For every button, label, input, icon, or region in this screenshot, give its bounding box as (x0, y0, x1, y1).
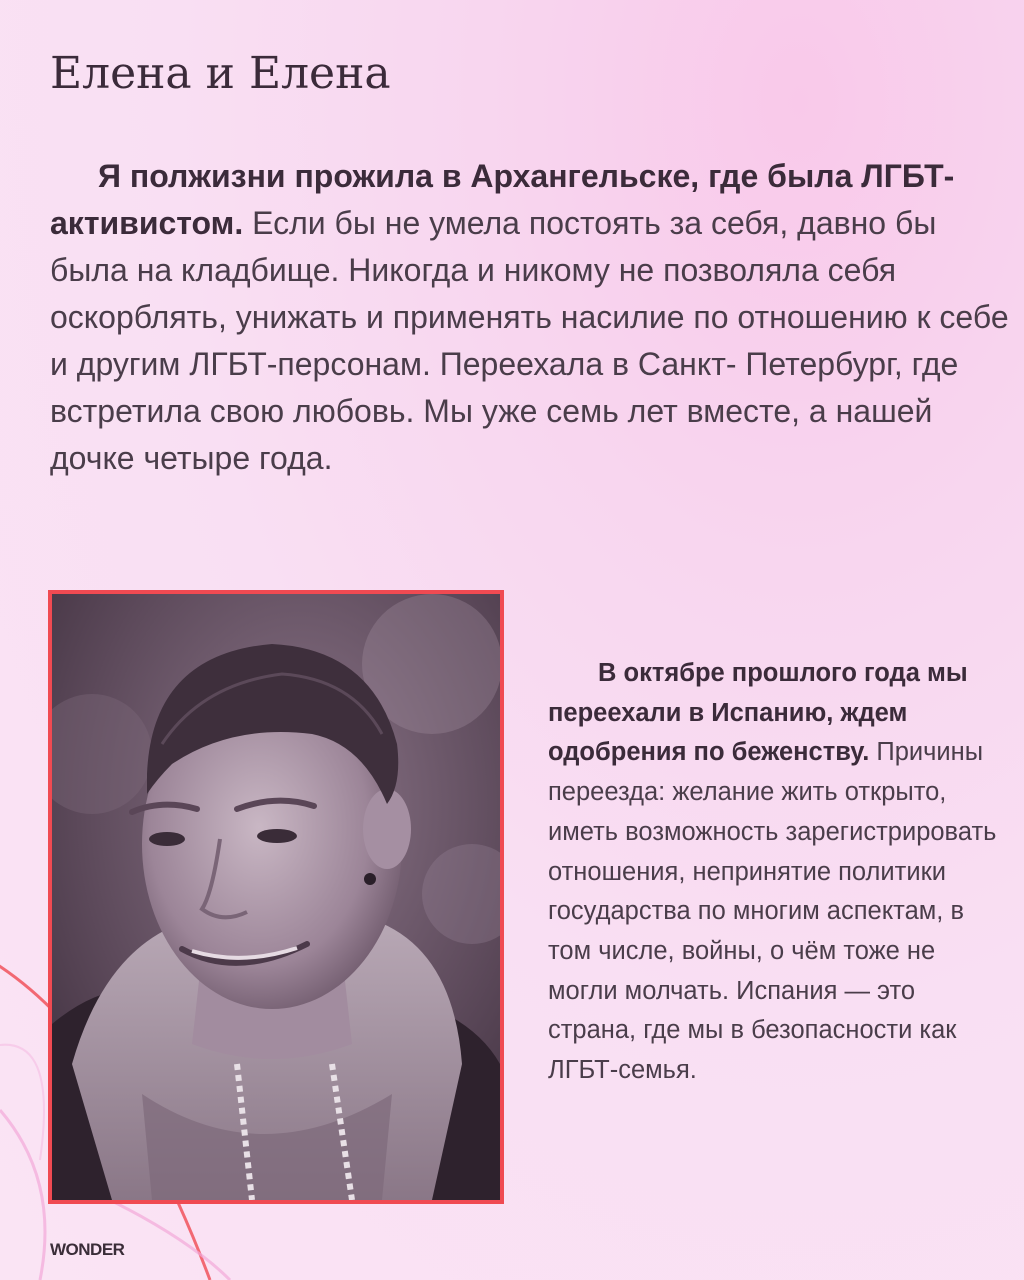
intro-paragraph (50, 153, 1010, 482)
side-paragraph (548, 654, 998, 1091)
portrait-photo (48, 590, 504, 1204)
side-bold-text: В октябре прошлого года мы переехали в Испанию, ждем одобрения по беженству. (548, 659, 968, 767)
intro-body-text: Если бы не умела постоять за себя, давно бы была на кладбище. Никогда и никому не позволяла себя оскорблять, унижать и применять насилие по отношению к себе и другим ЛГБТ-персонам. Переехала в Санкт- Петербург, где встретила свою любовь. Мы уже семь лет вместе, а нашей дочке четыре года. (50, 205, 1009, 476)
intro-bold-text: Я полжизни прожила в Архангельске, где была ЛГБТ-активистом. (50, 158, 955, 241)
portrait-illustration (52, 594, 500, 1200)
side-body-text: Причины переезда: желание жить открыто, иметь возможность зарегистрировать отношения, непринятие политики государства по многим аспектам, в том числе, войны, о чём тоже не могли молчать. Испания — это страна, где мы в безопасности как ЛГБТ-семья. (548, 738, 997, 1085)
page-title: Елена и Елена (50, 48, 391, 99)
wonder-logo: WONDER (50, 1240, 125, 1259)
